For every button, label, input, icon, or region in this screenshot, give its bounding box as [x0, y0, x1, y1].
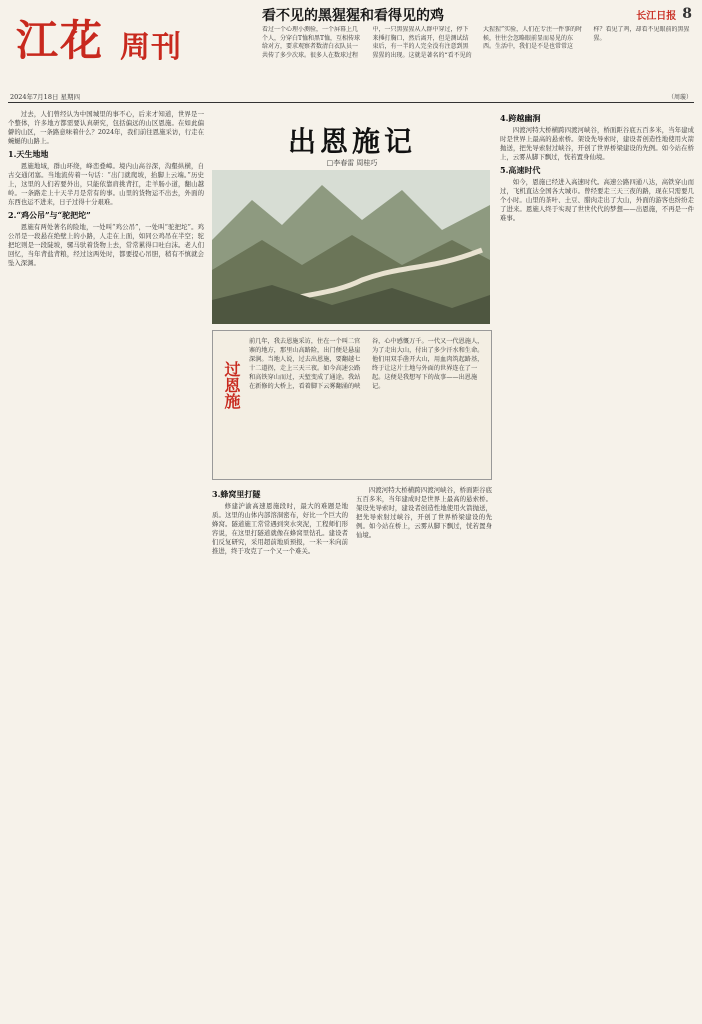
- page-number: 8: [682, 6, 692, 22]
- right-column: [500, 110, 694, 1015]
- top-article-editor: （周璇）: [667, 94, 692, 101]
- center-left-column: [212, 486, 348, 1016]
- left-column: [8, 110, 204, 1015]
- section-text-1: 恩施地域，群山环绕，峰峦叠嶂。境内山高谷深，沟壑纵横，自古交通闭塞。当地流传着一句话：“出门就爬坡，抬脚上云端。”历史上，这里的人们若要外出，只能依靠肩挑背扛，走羊肠小道，翻山越岭。一条路走上十天半月是常有的事。山里的货物运不出去，外面的东西也运不进来，日子过得十分艰难。: [8, 162, 204, 206]
- pull-quote-label: 过恩施: [222, 361, 241, 409]
- section-heading-5: 5.高速时代: [500, 165, 541, 175]
- mountain-illustration: [212, 170, 490, 324]
- section-text-2: 恩施有两处著名的险地，一处叫“鸡公吊”，一处叫“驼把坨”。鸡公吊是一段悬在绝壁上的小路，人走在上面，如同公鸡吊在半空；驼把坨则是一段陡坡，骡马驮着货物上去，常常累得口吐白沫。老人们回忆，当年背盐背粮，经过这两处时，都要提心吊胆，稍有不慎就会坠入深渊。: [8, 223, 204, 267]
- logo-main-text: 江花: [16, 16, 105, 65]
- header-divider: [8, 102, 694, 103]
- issue-date: 2024年7月18日 星期四: [10, 93, 81, 101]
- section-text-4: 四渡河特大桥横跨四渡河峡谷，桥面距谷底五百多米，当年建成时是世界上最高的悬索桥。架设先导索时，建设者创造性地使用火箭抛送，把先导索射过峡谷，开创了世界桥梁建设的先例。如今站在桥上，云雾从脚下飘过，恍若置身仙境。: [500, 126, 694, 161]
- main-article-title: 出恩施记: [287, 125, 416, 158]
- mountain-road-photo: [212, 170, 490, 324]
- section-heading-3: 3.蜂窝里打隧: [212, 489, 261, 499]
- masthead-logo: [8, 6, 248, 92]
- section-heading-2: 2.“鸡公吊”与“驼把坨”: [8, 210, 91, 220]
- left-column-intro: 过去，人们曾经认为中国城里的事不心，后来才知道，世界是一个整体，许多地方都需要认真研究，包括偏远的山区恩施。在如此偏僻的山区，一条路意味着什么？2024年，我们前往恩施采访，行走在蜿蜒的山路上。: [8, 110, 204, 145]
- pull-quote-text: 前几年，我去恩施采访，住在一个叫二官寨的地方，那里山高路险，出门便是悬崖深涧。当地人说，过去出恩施，要翻越七十二道拐，走上三天三夜。如今高速公路和高铁穿山而过，天堑变成了通途。我站在新修的大桥上，看着脚下云雾翻涌的峡谷，心中感慨万千。一代又一代恩施人，为了走出大山，付出了多少汗水和生命。他们用双手凿开大山，用血肉筑起路基，终于让这片土地与外面的世界连在了一起。这便是我想写下的故事——出恩施记。: [249, 338, 484, 390]
- section-heading-1: 1.天生地地: [8, 149, 49, 159]
- pull-quote-box: [212, 330, 492, 480]
- main-article-byline: □李春雷 周桂巧: [326, 159, 378, 167]
- top-article-title: 看不见的黑猩猩和看得见的鸡: [262, 8, 444, 24]
- masthead-right: [636, 6, 692, 22]
- center-right-column: [356, 486, 492, 1016]
- section-text-5: 如今，恩施已经进入高速时代。高速公路四通八达，高铁穿山而过，飞机直达全国各大城市。曾经要走三天三夜的路，现在只需要几个小时。山里的茶叶、土豆、腊肉走出了大山，外面的游客也纷纷走了进来。恩施人终于实现了世世代代的梦想——出恩施，不再是一件难事。: [500, 178, 694, 222]
- paper-name: 长江日报: [636, 10, 677, 22]
- top-article-body: 看过一个心理小测验，一个屏幕上几个人，分穿白T恤和黑T恤，互相传球给对方，要求观察者数清白衣队员一共传了多少次球。很多人在数球过程中，一只黑猩猩从人群中穿过，停下来捶打胸口，然后离开，但是测试结束后，有一半的人完全没有注意到黑猩猩的出现。这就是著名的“看不见的大猩猩”实验，人们在专注一件事的时候，往往会忽略眼前显而易见的东西。生活中，我们是不是也常常这样？看见了鸡，却看不见眼前的黑猩猩。: [262, 26, 690, 59]
- section-heading-4: 4.跨越幽涧: [500, 113, 541, 123]
- logo-sub-text: 周刊: [120, 30, 182, 65]
- section-text-3b: 四渡河特大桥横跨四渡河峡谷，桥面距谷底五百多米，当年建成时是世界上最高的悬索桥。架设先导索时，建设者创造性地使用火箭抛送，把先导索射过峡谷，开创了世界桥梁建设的先例。如今站在桥上，云雾从脚下飘过，恍若置身仙境。: [356, 486, 492, 539]
- section-text-3: 修建沪渝高速恩施段时，最大的难题是地质。这里的山体内部溶洞密布，好比一个巨大的蜂窝。隧道施工常常遇到突水突泥，工程师们形容说，在这里打隧道就像在蜂窝里钻孔。建设者们反复研究，采用超前地质预报，一米一米向前推进，终于攻克了一个又一个难关。: [212, 502, 348, 555]
